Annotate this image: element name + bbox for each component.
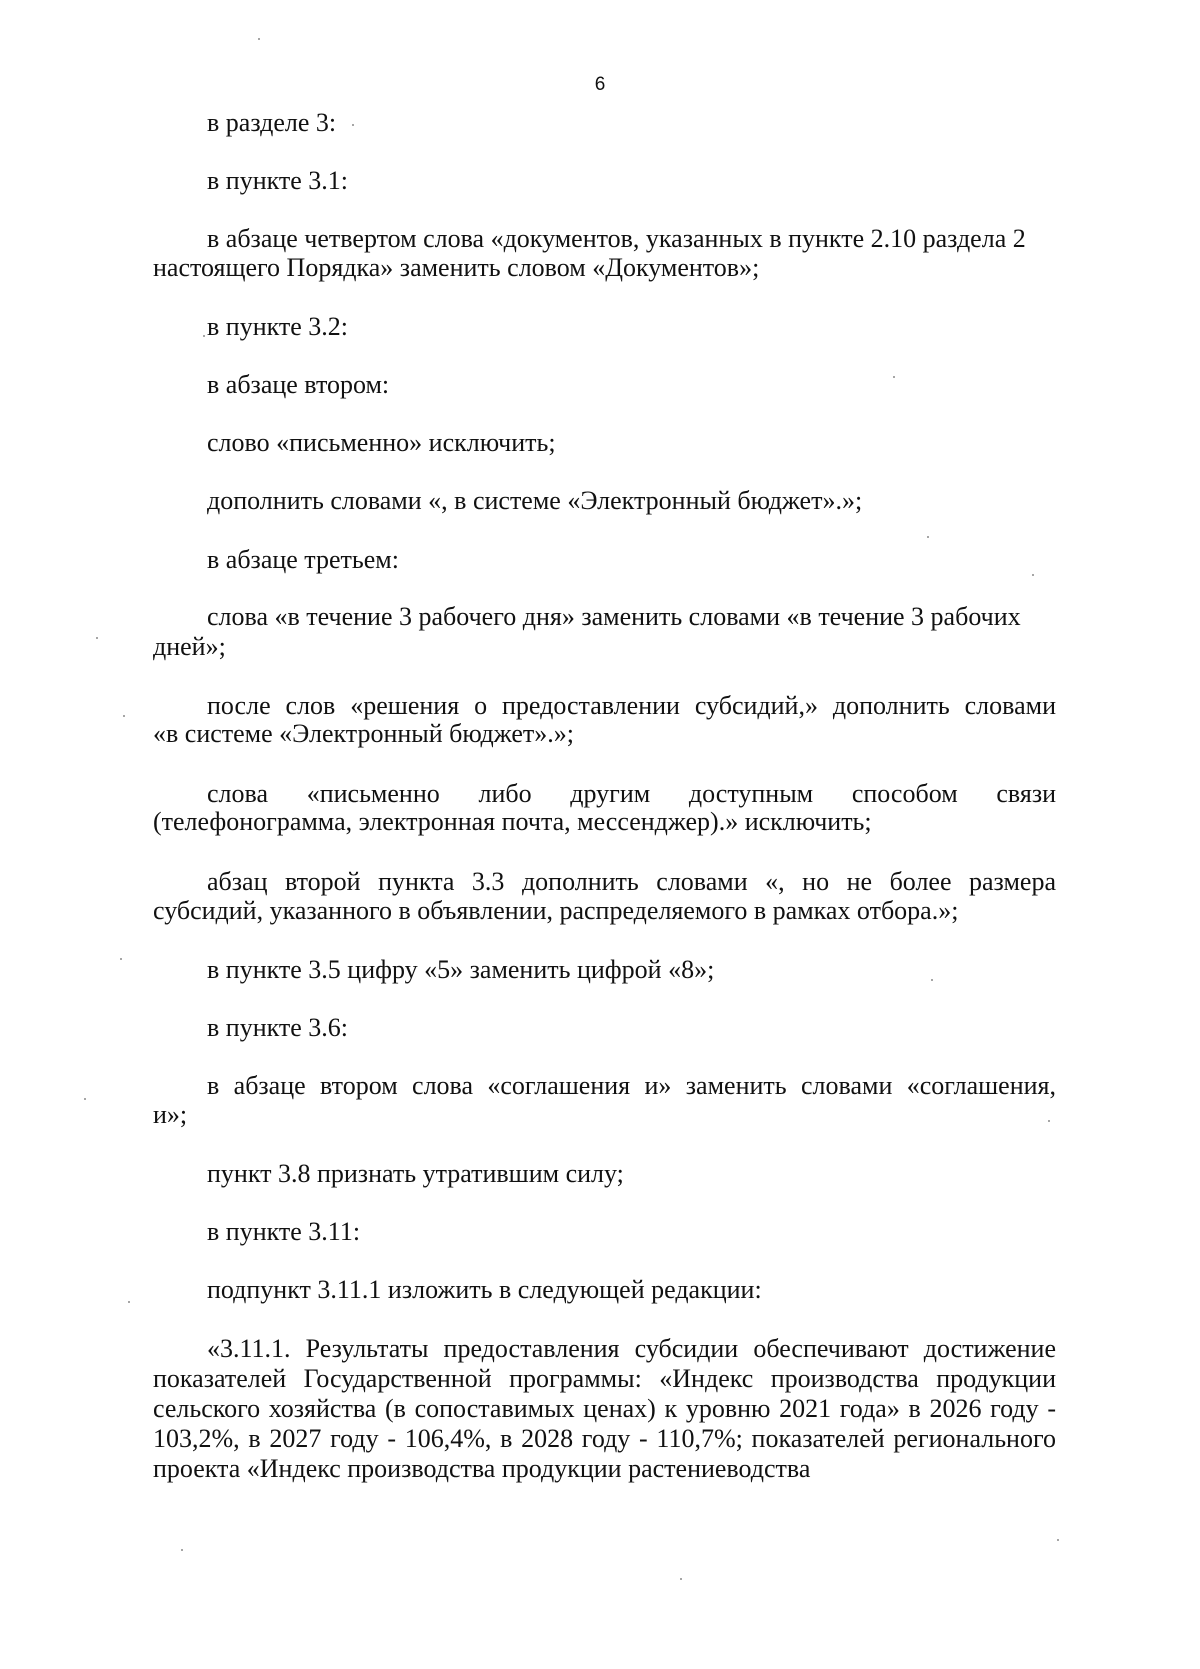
paragraph: в пункте 3.11: — [207, 1217, 361, 1246]
paragraph: настоящего Порядка» заменить словом «Документов»; — [153, 253, 760, 282]
scan-speck — [1057, 1539, 1059, 1541]
paragraph: «3.11.1. Результаты предоставления субсидии обеспечивают достижение показателей Государственной программы: «Индекс производства продукции сельского хозяйства (в сопоставимых ценах) к уровню 2021 года» в 2026 году - 103,2%, в 2027 году - 106,4%, в 2028 году - 110,7%; показателей регионального проекта «Индекс производства продукции растениеводства — [153, 1334, 1056, 1483]
scan-speck — [181, 1549, 183, 1551]
paragraph: в абзаце втором: — [207, 370, 390, 399]
paragraph: в абзаце четвертом слова «документов, указанных в пункте 2.10 раздела 2 — [207, 224, 1026, 253]
paragraph: пункт 3.8 признать утратившим силу; — [207, 1159, 624, 1188]
scan-speck — [258, 38, 260, 40]
paragraph: слова «письменно либо другим доступным способом связи — [207, 779, 1056, 808]
paragraph: слово «письменно» исключить; — [207, 428, 556, 457]
scan-speck — [1048, 1120, 1050, 1122]
paragraph: абзац второй пункта 3.3 дополнить словами «, но не более размера — [207, 867, 1056, 896]
paragraph: в абзаце втором слова «соглашения и» заменить словами «соглашения, — [207, 1071, 1056, 1100]
paragraph: «в системе «Электронный бюджет».»; — [153, 719, 574, 748]
paragraph: в абзаце третьем: — [207, 545, 399, 574]
scan-speck — [1032, 574, 1034, 576]
paragraph: в пункте 3.1: — [207, 166, 349, 195]
paragraph: и»; — [153, 1100, 188, 1129]
scan-speck — [84, 1098, 86, 1100]
paragraph: дополнить словами «, в системе «Электронный бюджет».»; — [207, 486, 863, 515]
scan-speck — [931, 979, 933, 981]
scan-speck — [120, 958, 122, 960]
scan-speck — [123, 715, 125, 717]
scan-speck — [203, 335, 205, 337]
paragraph: подпункт 3.11.1 изложить в следующей редакции: — [207, 1275, 762, 1304]
paragraph: в пункте 3.6: — [207, 1013, 349, 1042]
paragraph: в разделе 3: — [207, 108, 337, 137]
paragraph: дней»; — [153, 632, 226, 661]
paragraph: в пункте 3.5 цифру «5» заменить цифрой «8»; — [207, 955, 715, 984]
scan-speck — [927, 536, 929, 538]
paragraph: субсидий, указанного в объявлении, распределяемого в рамках отбора.»; — [153, 896, 959, 925]
paragraph: (телефонограмма, электронная почта, мессенджер).» исключить; — [153, 807, 872, 836]
paragraph: в пункте 3.2: — [207, 312, 349, 341]
page-number: 6 — [594, 74, 606, 95]
scan-speck — [96, 637, 98, 639]
scan-speck — [893, 376, 895, 378]
scan-speck — [352, 124, 354, 126]
scan-speck — [680, 1578, 682, 1580]
scan-speck — [128, 1301, 130, 1303]
paragraph: слова «в течение 3 рабочего дня» заменить словами «в течение 3 рабочих — [207, 602, 1021, 631]
paragraph: после слов «решения о предоставлении субсидий,» дополнить словами — [207, 691, 1056, 720]
